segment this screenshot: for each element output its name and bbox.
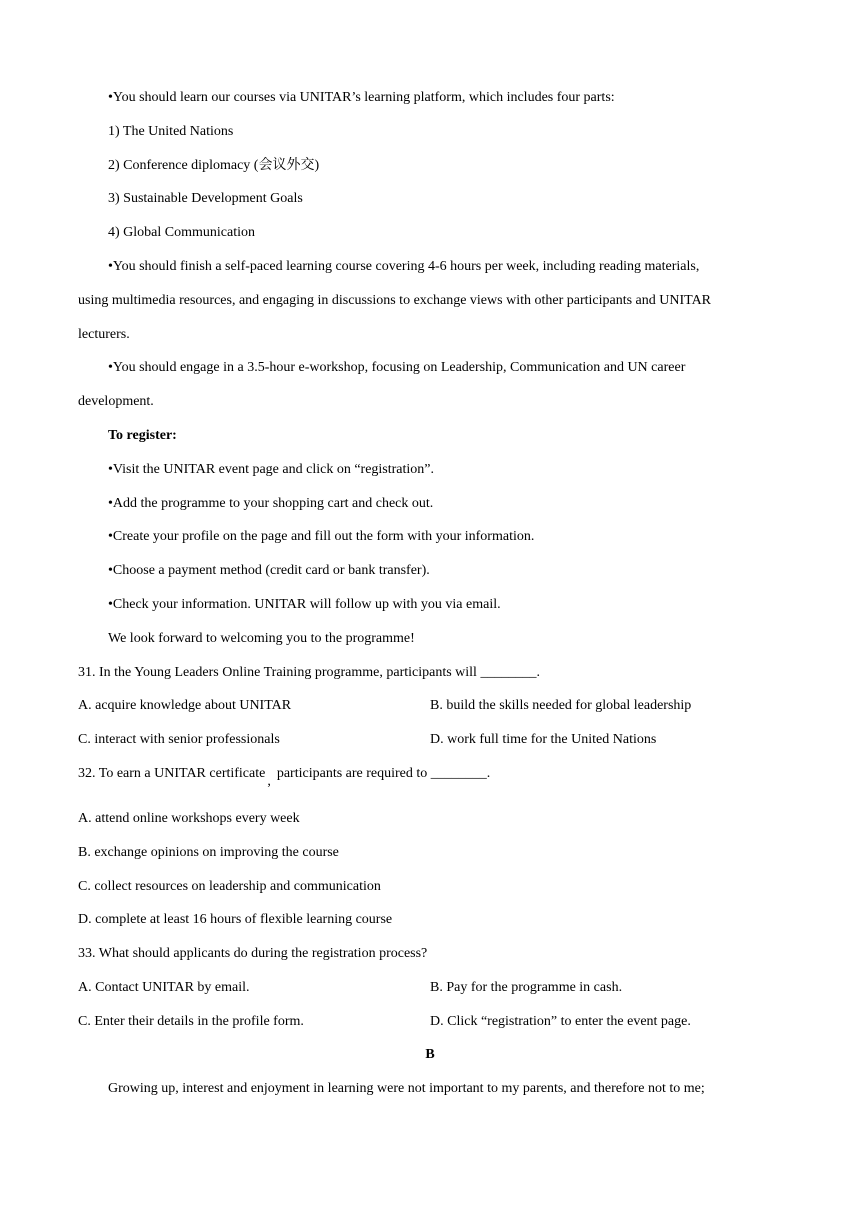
register-heading: To register: [108, 428, 177, 443]
platform-part-4: 4) Global Communication [108, 225, 255, 240]
question-31-stem: 31. In the Young Leaders Online Training programme, participants will ________. [78, 665, 540, 680]
register-step-3: •Create your profile on the page and fill out the form with your information. [108, 529, 535, 544]
question-32-option-a: A. attend online workshops every week [78, 811, 300, 826]
question-33-option-a: A. Contact UNITAR by email. [78, 980, 250, 995]
self-paced-line-2: using multimedia resources, and engaging in discussions to exchange views with other participants and UNITAR [78, 293, 712, 308]
question-32-stem-comma: , [267, 774, 271, 789]
question-33-option-c: C. Enter their details in the profile form. [78, 1014, 304, 1029]
register-step-4: •Choose a payment method (credit card or bank transfer). [108, 563, 430, 578]
self-paced-line-1: •You should finish a self-paced learning course covering 4-6 hours per week, including reading materials, [108, 259, 700, 274]
register-step-2: •Add the programme to your shopping cart and check out. [108, 496, 434, 511]
question-33-option-b: B. Pay for the programme in cash. [430, 980, 623, 995]
question-31-option-a: A. acquire knowledge about UNITAR [78, 698, 292, 713]
section-b-heading: B [425, 1047, 435, 1062]
self-paced-line-3: lecturers. [78, 327, 130, 342]
question-32-option-c: C. collect resources on leadership and communication [78, 879, 381, 894]
register-step-1: •Visit the UNITAR event page and click on “registration”. [108, 462, 435, 477]
question-33-option-d: D. Click “registration” to enter the event page. [430, 1014, 691, 1029]
platform-part-3: 3) Sustainable Development Goals [108, 191, 303, 206]
question-31-option-c: C. interact with senior professionals [78, 732, 280, 747]
question-32-option-b: B. exchange opinions on improving the course [78, 845, 339, 860]
workshop-line-2: development. [78, 394, 154, 409]
register-step-5: •Check your information. UNITAR will follow up with you via email. [108, 597, 501, 612]
platform-intro: •You should learn our courses via UNITAR’s learning platform, which includes four parts: [108, 90, 615, 105]
platform-part-2: 2) Conference diplomacy (会议外交) [108, 158, 320, 173]
question-32-stem-part-1: 32. To earn a UNITAR certificate [78, 766, 266, 781]
question-32-option-d: D. complete at least 16 hours of flexible learning course [78, 912, 393, 927]
question-31-option-b: B. build the skills needed for global leadership [430, 698, 692, 713]
question-32-stem [78, 765, 491, 789]
question-32-stem-part-2: participants are required to ________. [276, 766, 491, 781]
platform-part-1: 1) The United Nations [108, 124, 234, 139]
question-31-option-d: D. work full time for the United Nations [430, 732, 657, 747]
workshop-line-1: •You should engage in a 3.5-hour e-workshop, focusing on Leadership, Communication and UN career [108, 360, 686, 375]
closing-line: We look forward to welcoming you to the programme! [108, 631, 415, 646]
section-b-first-line: Growing up, interest and enjoyment in learning were not important to my parents, and therefore not to me; [108, 1081, 705, 1096]
question-33-stem: 33. What should applicants do during the registration process? [78, 946, 428, 961]
